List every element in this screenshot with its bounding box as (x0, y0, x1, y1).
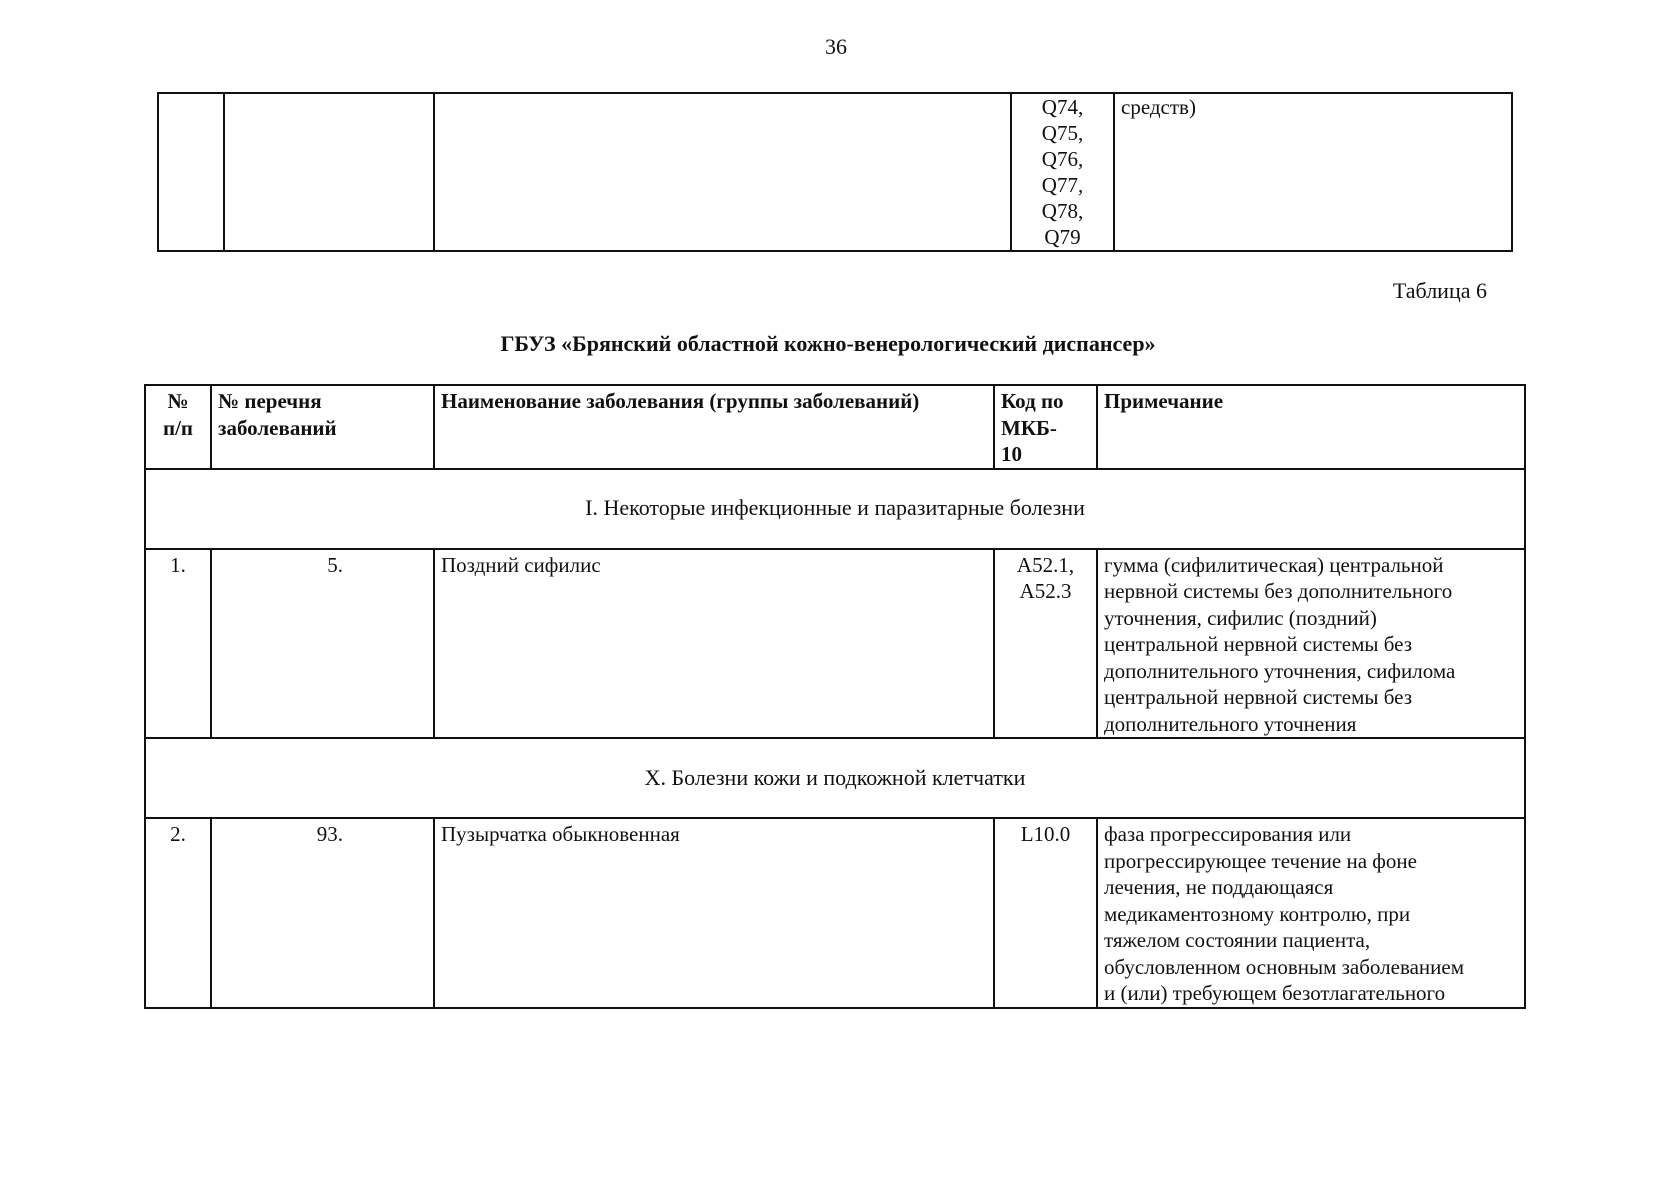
header-code-line: МКБ- (1001, 415, 1057, 440)
row-list-num: 93. (211, 818, 434, 1008)
icd-code: A52.1, (1016, 552, 1075, 577)
note-line: фаза прогрессирования или (1104, 822, 1352, 846)
note-line: дополнительного уточнения, сифилома (1104, 658, 1456, 683)
note-line: центральной нервной системы без (1104, 632, 1413, 656)
page-number: 36 (825, 34, 847, 59)
note-line: тяжелом состоянии пациента, (1104, 928, 1371, 952)
section-title: I. Некоторые инфекционные и паразитарные болезни (145, 469, 1525, 549)
icd-code: Q74, (1041, 95, 1084, 119)
row-num: 2. (145, 818, 211, 1008)
icd-code: L10.0 (1020, 822, 1071, 846)
icd-code: A52.3 (1019, 579, 1072, 603)
header-code-line: 10 (1001, 442, 1022, 466)
header-num-line: п/п (162, 415, 194, 440)
table-heading: ГБУЗ «Брянский областной кожно-венерологический диспансер» (500, 331, 1156, 356)
row-list-num: 5. (211, 549, 434, 739)
note-line: обусловленном основным заболеванием (1104, 954, 1464, 979)
header-name: Наименование заболевания (группы заболеваний) (434, 385, 994, 469)
note-line: уточнения, сифилис (поздний) (1104, 605, 1377, 630)
section-title: X. Болезни кожи и подкожной клетчатки (145, 738, 1525, 818)
note-line: прогрессирующее течение на фоне (1104, 848, 1417, 873)
note-line: лечения, не поддающаяся (1104, 875, 1334, 899)
note-line: дополнительного уточнения (1104, 711, 1357, 736)
section-row (145, 469, 1525, 549)
table-row (158, 93, 1512, 251)
table-label: Таблица 6 (1392, 278, 1487, 303)
row-disease-name: Поздний сифилис (434, 549, 994, 739)
note-line: гумма (сифилитическая) центральной (1104, 552, 1444, 577)
row-num: 1. (145, 549, 211, 739)
header-code-line: Код по (1001, 389, 1064, 413)
icd-code: Q77, (1041, 173, 1084, 197)
note-line: центральной нервной системы без (1104, 685, 1413, 709)
cont-note-cell: средств) (1114, 93, 1512, 251)
icd-code: Q78, (1041, 199, 1084, 223)
header-note: Примечание (1097, 385, 1525, 469)
icd-code: Q79 (1044, 225, 1081, 249)
header-list-num-line: заболеваний (218, 415, 337, 440)
table-header-row (145, 385, 1525, 469)
cont-code-cell (1011, 93, 1114, 251)
row-note (1097, 549, 1525, 739)
header-num (145, 385, 211, 469)
disease-table (144, 384, 1526, 1009)
row-icd-code (994, 549, 1097, 739)
header-num-line: № (167, 389, 189, 413)
icd-code: Q75, (1041, 121, 1084, 145)
row-note (1097, 818, 1525, 1008)
row-disease-name: Пузырчатка обыкновенная (434, 818, 994, 1008)
table-row (145, 818, 1525, 1008)
note-line: и (или) требующем безотлагательного (1104, 981, 1446, 1005)
cont-list-num-cell (224, 93, 434, 251)
table-row (145, 549, 1525, 739)
cont-num-cell (158, 93, 224, 251)
note-line: нервной системы без дополнительного (1104, 579, 1453, 603)
section-row (145, 738, 1525, 818)
cont-name-cell (434, 93, 1011, 251)
continuation-table (157, 92, 1513, 252)
icd-code: Q76, (1041, 147, 1084, 171)
note-line: медикаментозному контролю, при (1104, 901, 1411, 926)
header-list-num (211, 385, 434, 469)
row-icd-code (994, 818, 1097, 1008)
header-code (994, 385, 1097, 469)
header-list-num-line: № перечня (218, 389, 322, 413)
